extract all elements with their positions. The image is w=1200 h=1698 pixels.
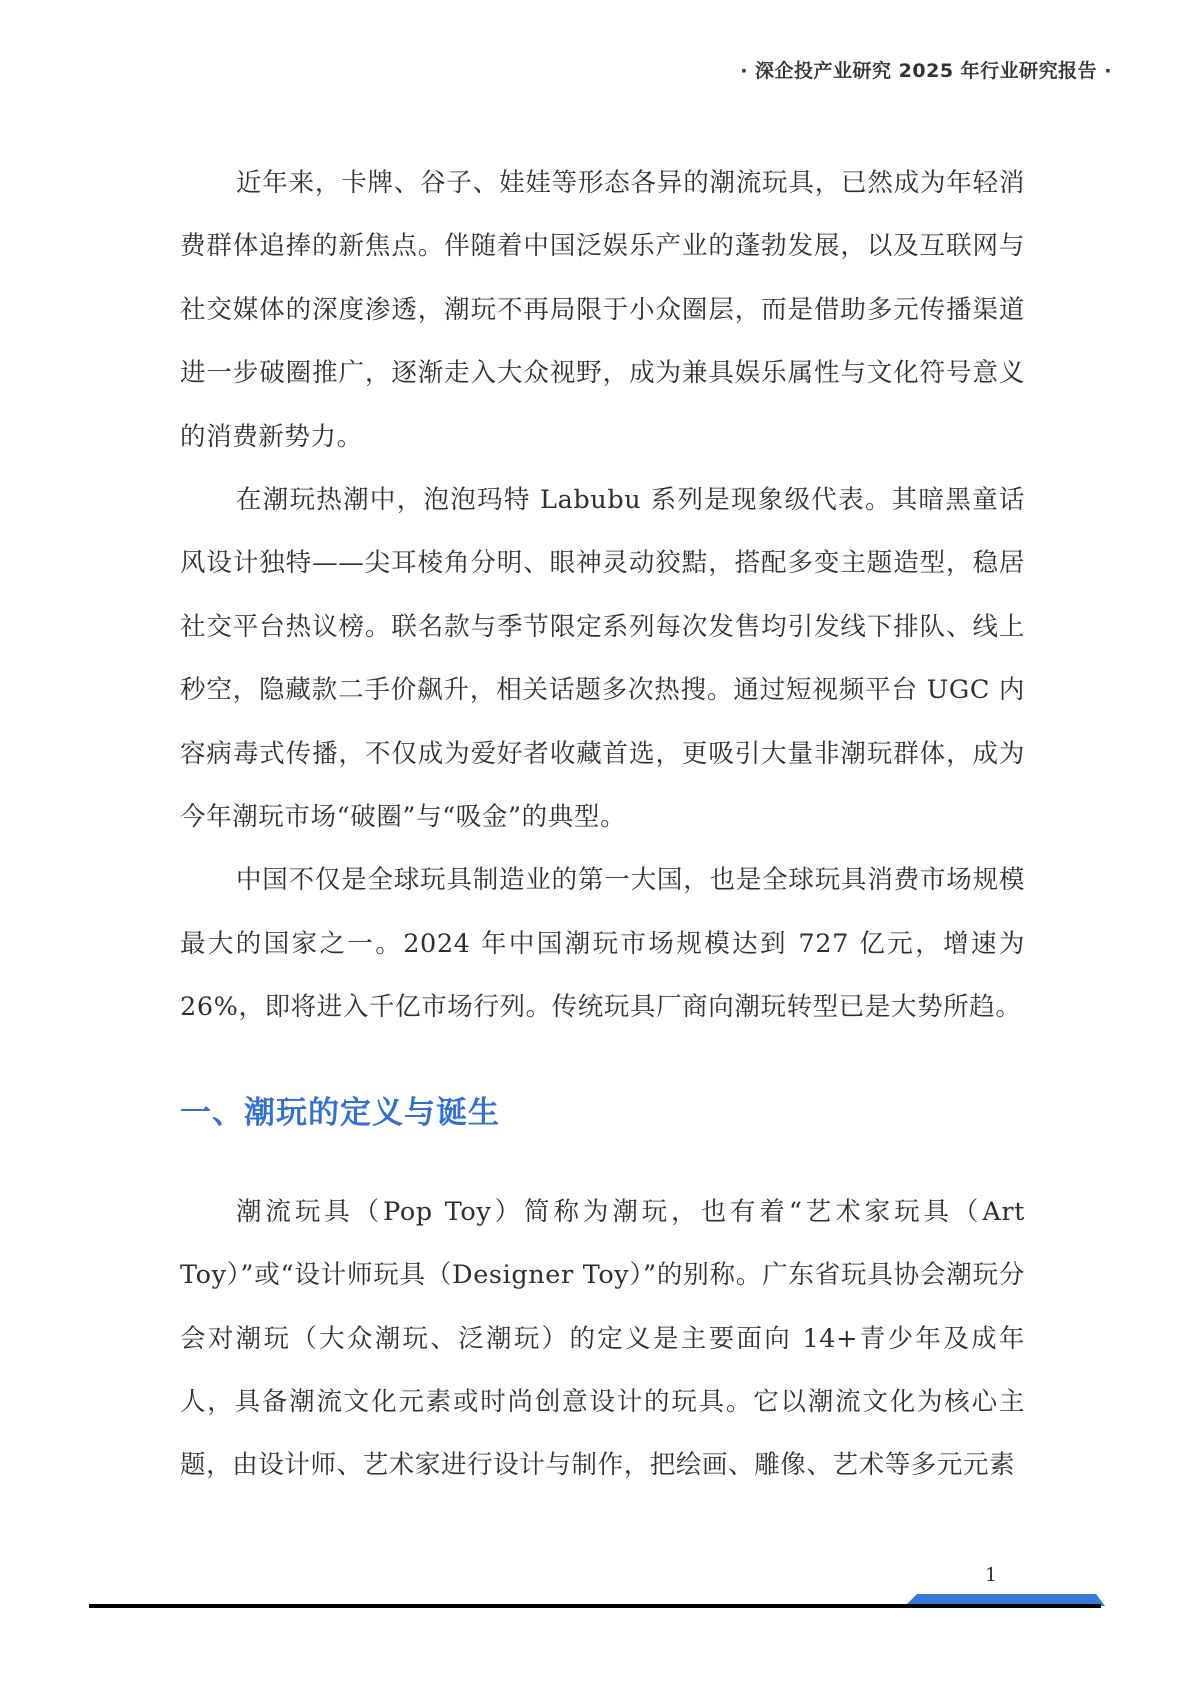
page-number: 1 xyxy=(985,1564,998,1586)
body-paragraph: 中国不仅是全球玩具制造业的第一大国，也是全球玩具消费市场规模最大的国家之一。2024 年中国潮玩市场规模达到 727 亿元，增速为 26%，即将进入千亿市场行列。传统玩具厂商向潮玩转型已是大势所趋。 xyxy=(180,865,1025,1023)
section-heading: 一、潮玩的定义与诞生 xyxy=(180,1094,500,1131)
body-paragraph: 在潮玩热潮中，泡泡玛特 Labubu 系列是现象级代表。其暗黑童话风设计独特——尖耳棱角分明、眼神灵动狡黠，搭配多变主题造型，稳居社交平台热议榜。联名款与季节限定系列每次发售均引发线下排队、线上秒空，隐藏款二手价飙升，相关话题多次热搜。通过短视频平台 UGC 内容病毒式传播，不仅成为爱好者收藏首选，更吸引大量非潮玩群体，成为今年潮玩市场“破圈”与“吸金”的典型。 xyxy=(180,485,1025,833)
page-header: · 深企投产业研究 2025 年行业研究报告 · xyxy=(740,60,1112,82)
body-paragraph: 近年来，卡牌、谷子、娃娃等形态各异的潮流玩具，已然成为年轻消费群体追捧的新焦点。伴随着中国泛娱乐产业的蓬勃发展，以及互联网与社交媒体的深度渗透，潮玩不再局限于小众圈层，而是借助多元传播渠道进一步破圈推广，逐渐走入大众视野，成为兼具娱乐属性与文化符号意义的消费新势力。 xyxy=(180,168,1025,452)
footer-rule xyxy=(89,1604,1101,1608)
document-body xyxy=(180,152,1025,1498)
body-paragraph: 潮流玩具（Pop Toy）简称为潮玩，也有着“艺术家玩具（Art Toy）”或“设计师玩具（Designer Toy）”的别称。广东省玩具协会潮玩分会对潮玩（大众潮玩、泛潮玩）的定义是主要面向 14+青少年及成年人，具备潮流文化元素或时尚创意设计的玩具。它以潮流文化为核心主题，由设计师、艺术家进行设计与制作，把绘画、雕像、艺术等多元元素 xyxy=(180,1196,1025,1481)
